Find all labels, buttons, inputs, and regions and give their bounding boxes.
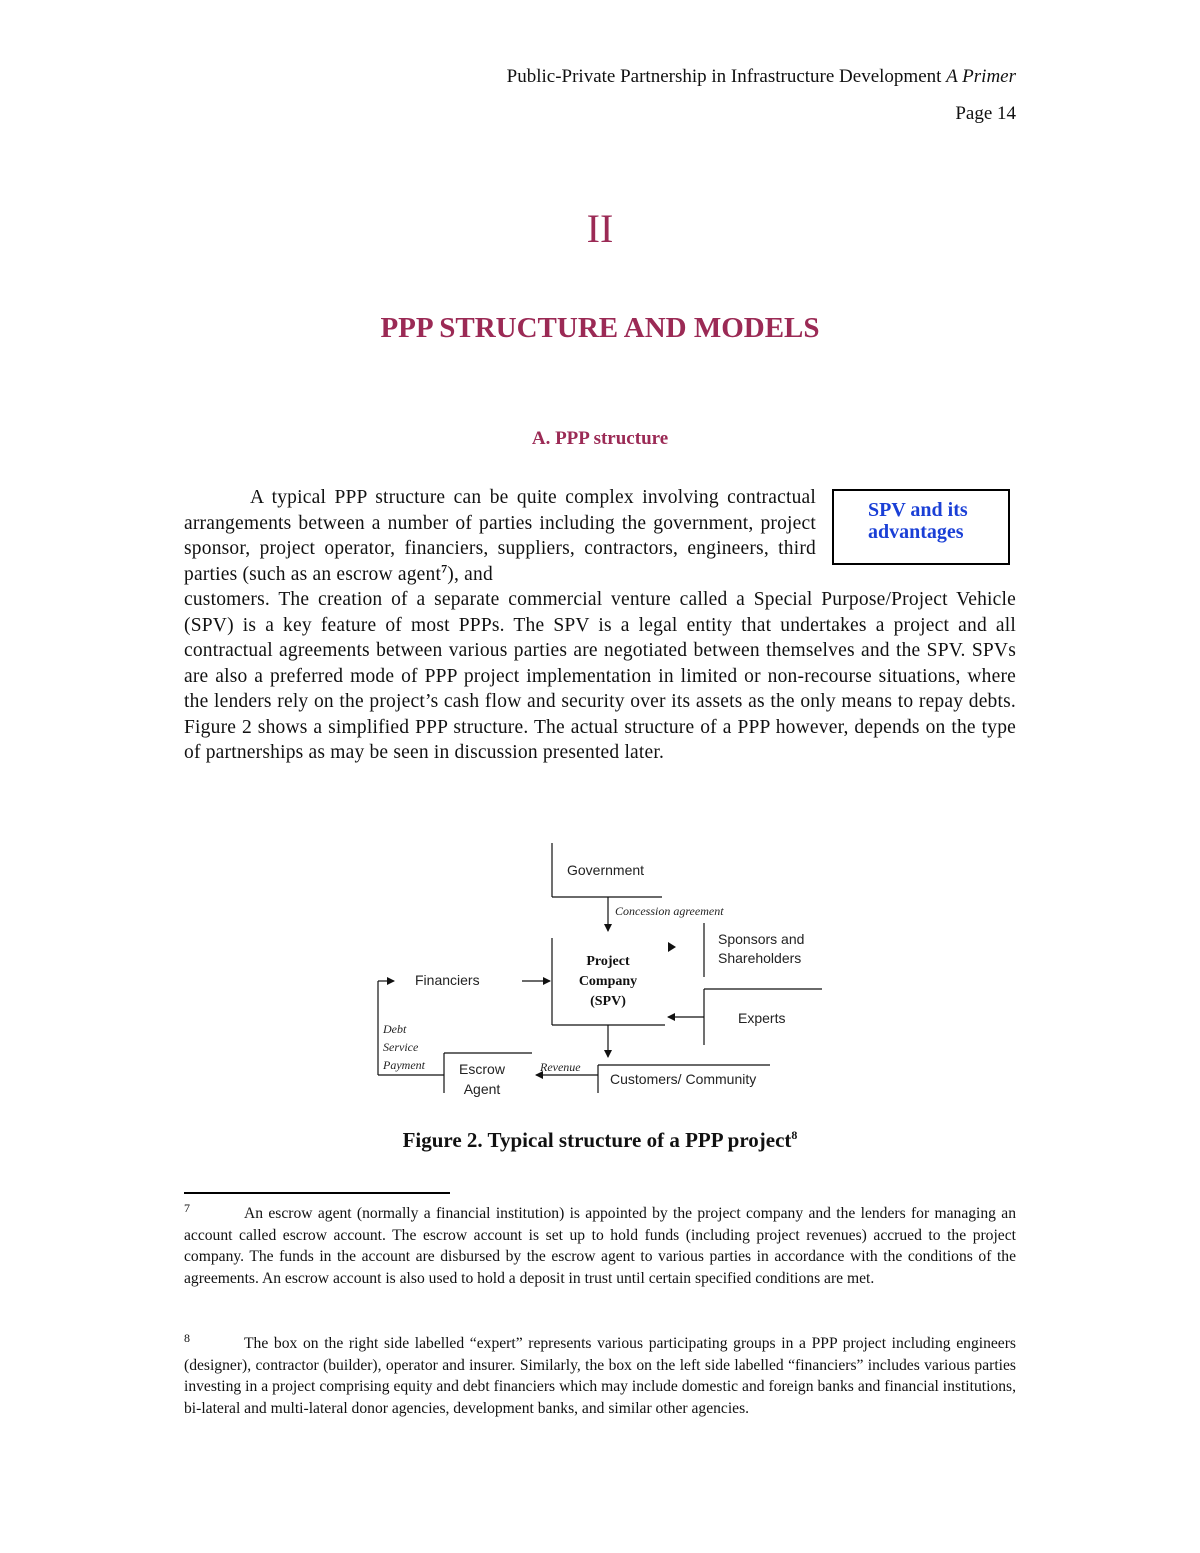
customers-label: Customers/ Community <box>610 1071 757 1087</box>
figure-caption <box>0 1128 1200 1153</box>
escrow-label-line: Agent <box>463 1081 501 1097</box>
government-label: Government <box>567 862 645 878</box>
financiers-label: Financiers <box>415 972 480 988</box>
footnote-text: An escrow agent (normally a financial institution) is appointed by the project company and the lenders for managing an account called escrow account. The escrow account is set up to hold funds (including project revenues) accrued to the project company. The funds in the account are disbursed by the escrow agent to various parties in accordance with the conditions of the agreements. An escrow account is also used to hold a deposit in trust until certain specified conditions are met. <box>184 1205 1016 1287</box>
footnote-ref[interactable]: 8 <box>791 1128 798 1142</box>
sponsors-label-line: Sponsors and <box>718 931 805 947</box>
header-subtitle: A Primer <box>946 66 1016 87</box>
customers-box <box>598 1065 770 1093</box>
escrow-label-line: Escrow <box>459 1061 505 1077</box>
government-box <box>552 843 662 897</box>
running-header <box>507 66 1016 88</box>
spv-label-line: Company <box>578 974 638 989</box>
footnote <box>184 1333 1016 1419</box>
chapter-title: PPP STRUCTURE AND MODELS <box>380 312 820 344</box>
spv-label-line: Project <box>586 954 630 969</box>
debt-service-loop <box>378 981 444 1075</box>
debt-label-line: Payment <box>383 1058 425 1072</box>
margin-note-line: advantages <box>868 521 964 543</box>
debt-label-line: Service <box>383 1040 419 1054</box>
revenue-label: Revenue <box>540 1060 581 1074</box>
sponsors-label-line: Shareholders <box>718 950 802 966</box>
ppp-structure-diagram <box>360 835 830 1105</box>
spv-box <box>552 938 665 1025</box>
sponsors-box <box>704 923 804 977</box>
experts-box <box>704 989 822 1045</box>
margin-note-line: SPV and its <box>868 499 968 521</box>
footnote-mark: 8 <box>184 1331 190 1345</box>
figure-caption-text: Figure 2. Typical structure of a PPP project <box>402 1128 792 1152</box>
chapter-number: II <box>586 206 614 251</box>
paragraph-text: A typical PPP structure can be quite complex involving contractual arrangements between a number of parties including the government, project sponsor, project operator, financiers, suppliers, contractors, engineers, third parties (such as an escrow agent <box>184 487 816 585</box>
page-number: Page 14 <box>955 103 1016 124</box>
concession-label: Concession agreement <box>615 904 724 918</box>
paragraph-text: ), and <box>447 563 493 585</box>
footnote-text: The box on the right side labelled “expert” represents various participating groups in a PPP project including engineers (designer), contractor (builder), operator and insurer. Similarly, the box on the left side labelled “financiers” includes various parties investing in a project comprising equity and debt financiers which may include domestic and foreign banks and financial institutions, bi-lateral and multi-lateral donor agencies, development banks, and similar other agencies. <box>184 1335 1016 1417</box>
footnote-mark: 7 <box>184 1201 190 1215</box>
footnote-ref[interactable]: 7 <box>441 561 448 575</box>
margin-note <box>832 489 1010 565</box>
paragraph-body: customers. The creation of a separate commercial venture called a Special Purpose/Project Vehicle (SPV) is a key feature of most PPPs. The SPV is a legal entity that undertakes a project and all contractual agreements between various parties are negotiated between themselves and the SPV. SPVs are also a preferred mode of PPP project implementation in limited or non-recourse situations, where the lenders rely on the project’s cash flow and security over its assets as the only means to repay debts. Figure 2 shows a simplified PPP structure. The actual structure of a PPP however, depends on the type of partnerships as may be seen in discussion presented later. <box>184 589 1016 763</box>
spv-label-line: (SPV) <box>590 994 626 1009</box>
footnote <box>184 1203 1016 1289</box>
escrow-agent-box <box>444 1053 532 1097</box>
paragraph-intro <box>184 485 816 587</box>
header-title: Public-Private Partnership in Infrastructure Development <box>506 66 942 87</box>
experts-label: Experts <box>738 1010 786 1026</box>
section-title: A. PPP structure <box>531 428 669 449</box>
footnote-divider <box>184 1192 450 1194</box>
financiers-box <box>415 972 480 988</box>
sponsors-arrow <box>668 942 676 952</box>
debt-label-line: Debt <box>383 1022 407 1036</box>
